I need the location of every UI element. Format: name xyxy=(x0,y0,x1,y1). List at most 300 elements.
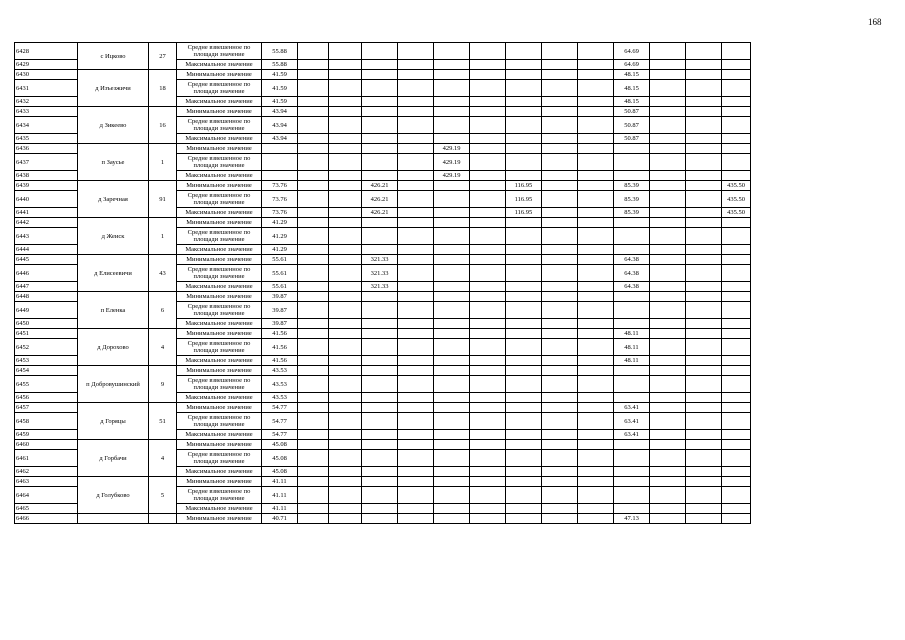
value-cell xyxy=(542,504,578,514)
value-cell xyxy=(470,339,506,356)
value-cell xyxy=(329,181,362,191)
value-cell: 41.11 xyxy=(262,504,298,514)
value-cell xyxy=(398,181,434,191)
value-cell xyxy=(434,292,470,302)
value-cell xyxy=(329,245,362,255)
value-cell xyxy=(398,154,434,171)
settlement-name: д Голубково xyxy=(78,477,149,514)
value-cell xyxy=(434,255,470,265)
value-cell xyxy=(398,450,434,467)
value-type: Максимальное значение xyxy=(177,60,262,70)
row-number: 6428 xyxy=(15,43,78,60)
parcel-count: 4 xyxy=(149,440,177,477)
value-cell xyxy=(470,80,506,97)
value-cell xyxy=(298,440,329,450)
value-cell xyxy=(650,329,686,339)
value-cell xyxy=(398,144,434,154)
value-cell xyxy=(686,366,722,376)
value-cell xyxy=(650,282,686,292)
settlement-name: д Елисеевичи xyxy=(78,255,149,292)
table-row xyxy=(15,292,751,302)
value-cell xyxy=(686,403,722,413)
parcel-count: 27 xyxy=(149,43,177,70)
value-cell xyxy=(470,403,506,413)
value-cell xyxy=(362,356,398,366)
row-number: 6440 xyxy=(15,191,78,208)
value-cell xyxy=(506,144,542,154)
value-cell xyxy=(650,339,686,356)
value-cell xyxy=(650,292,686,302)
value-cell xyxy=(650,117,686,134)
value-cell xyxy=(506,171,542,181)
value-cell: 55.88 xyxy=(262,43,298,60)
value-cell xyxy=(614,144,650,154)
value-cell: 426.21 xyxy=(362,191,398,208)
row-number: 6442 xyxy=(15,218,78,228)
value-cell: 48.11 xyxy=(614,329,650,339)
row-number: 6429 xyxy=(15,60,78,70)
value-cell: 39.87 xyxy=(262,302,298,319)
row-number: 6463 xyxy=(15,477,78,487)
value-cell xyxy=(362,319,398,329)
value-cell xyxy=(470,440,506,450)
value-cell xyxy=(262,144,298,154)
value-cell: 73.76 xyxy=(262,208,298,218)
value-cell: 429.19 xyxy=(434,171,470,181)
value-cell xyxy=(470,376,506,393)
value-cell xyxy=(298,144,329,154)
value-cell xyxy=(650,97,686,107)
value-cell xyxy=(650,80,686,97)
settlement-name: д Изъезжичи xyxy=(78,70,149,107)
value-cell xyxy=(542,245,578,255)
value-cell xyxy=(578,319,614,329)
value-cell xyxy=(362,467,398,477)
value-cell xyxy=(722,255,751,265)
value-cell xyxy=(398,467,434,477)
value-cell xyxy=(398,218,434,228)
value-cell xyxy=(506,282,542,292)
value-cell xyxy=(470,366,506,376)
value-cell xyxy=(614,171,650,181)
value-cell xyxy=(470,107,506,117)
value-cell xyxy=(298,43,329,60)
value-cell: 426.21 xyxy=(362,181,398,191)
value-cell xyxy=(329,265,362,282)
value-cell xyxy=(506,255,542,265)
value-cell xyxy=(614,319,650,329)
value-cell xyxy=(578,265,614,282)
row-number: 6436 xyxy=(15,144,78,154)
value-cell xyxy=(362,450,398,467)
settlement-name: д Горбачи xyxy=(78,440,149,477)
value-cell xyxy=(434,208,470,218)
value-cell: 321.33 xyxy=(362,255,398,265)
value-cell xyxy=(470,255,506,265)
value-type: Средне взвешенное по площади значение xyxy=(177,228,262,245)
value-cell xyxy=(686,245,722,255)
value-cell xyxy=(506,292,542,302)
parcel-count: 51 xyxy=(149,403,177,440)
value-cell xyxy=(506,440,542,450)
value-cell xyxy=(362,329,398,339)
value-cell xyxy=(362,430,398,440)
value-cell xyxy=(470,504,506,514)
value-cell xyxy=(434,117,470,134)
value-cell: 39.87 xyxy=(262,319,298,329)
value-cell xyxy=(362,107,398,117)
value-cell xyxy=(578,450,614,467)
value-cell xyxy=(650,181,686,191)
value-cell xyxy=(722,60,751,70)
value-cell xyxy=(362,70,398,80)
value-cell xyxy=(722,339,751,356)
value-cell xyxy=(686,144,722,154)
value-cell: 429.19 xyxy=(434,144,470,154)
value-cell xyxy=(650,171,686,181)
value-cell xyxy=(398,376,434,393)
value-cell xyxy=(362,366,398,376)
parcel-count: 5 xyxy=(149,477,177,514)
value-cell xyxy=(398,292,434,302)
value-cell xyxy=(614,504,650,514)
value-type: Минимальное значение xyxy=(177,107,262,117)
value-cell xyxy=(542,208,578,218)
value-cell xyxy=(686,208,722,218)
value-cell xyxy=(578,134,614,144)
value-cell xyxy=(722,393,751,403)
value-cell xyxy=(398,208,434,218)
value-cell xyxy=(298,208,329,218)
value-cell xyxy=(542,319,578,329)
value-cell xyxy=(722,70,751,80)
value-cell xyxy=(398,60,434,70)
value-cell xyxy=(298,107,329,117)
value-cell xyxy=(686,430,722,440)
value-cell xyxy=(470,134,506,144)
value-cell xyxy=(434,245,470,255)
value-cell xyxy=(722,450,751,467)
table-row xyxy=(15,255,751,265)
cadastral-values-table xyxy=(14,42,751,524)
value-cell xyxy=(578,154,614,171)
value-cell xyxy=(722,376,751,393)
value-cell xyxy=(542,154,578,171)
value-cell xyxy=(398,171,434,181)
value-cell xyxy=(434,514,470,524)
settlement-name: д Дорохово xyxy=(78,329,149,366)
value-cell xyxy=(398,70,434,80)
value-cell xyxy=(722,514,751,524)
value-cell xyxy=(470,171,506,181)
value-cell xyxy=(578,403,614,413)
value-cell xyxy=(506,467,542,477)
value-cell xyxy=(542,393,578,403)
parcel-count: 1 xyxy=(149,144,177,181)
row-number: 6458 xyxy=(15,413,78,430)
value-cell xyxy=(434,60,470,70)
value-cell: 43.53 xyxy=(262,376,298,393)
value-cell: 116.95 xyxy=(506,208,542,218)
value-cell: 63.41 xyxy=(614,403,650,413)
value-cell xyxy=(298,376,329,393)
value-cell xyxy=(398,265,434,282)
settlement-name: д Жеиск xyxy=(78,218,149,255)
row-number: 6447 xyxy=(15,282,78,292)
value-cell xyxy=(398,245,434,255)
value-cell xyxy=(298,477,329,487)
value-cell xyxy=(434,450,470,467)
value-cell xyxy=(542,191,578,208)
value-type: Средне взвешенное по площади значение xyxy=(177,302,262,319)
value-cell xyxy=(298,450,329,467)
value-cell xyxy=(650,134,686,144)
value-cell: 43.94 xyxy=(262,107,298,117)
value-cell xyxy=(686,393,722,403)
value-cell xyxy=(722,413,751,430)
value-cell xyxy=(298,117,329,134)
value-cell xyxy=(506,245,542,255)
value-cell xyxy=(398,356,434,366)
value-cell xyxy=(470,218,506,228)
value-type: Максимальное значение xyxy=(177,208,262,218)
value-cell xyxy=(362,245,398,255)
value-cell: 45.08 xyxy=(262,440,298,450)
value-cell xyxy=(398,339,434,356)
value-cell xyxy=(578,302,614,319)
value-cell xyxy=(362,292,398,302)
value-cell xyxy=(542,134,578,144)
value-type: Минимальное значение xyxy=(177,218,262,228)
value-cell xyxy=(506,450,542,467)
value-cell xyxy=(362,514,398,524)
value-cell xyxy=(542,302,578,319)
value-cell xyxy=(298,228,329,245)
row-number: 6439 xyxy=(15,181,78,191)
value-cell xyxy=(434,430,470,440)
parcel-count: 18 xyxy=(149,70,177,107)
settlement-name xyxy=(78,514,149,524)
value-cell xyxy=(650,366,686,376)
value-cell xyxy=(650,403,686,413)
value-type: Средне взвешенное по площади значение xyxy=(177,450,262,467)
value-cell xyxy=(470,144,506,154)
value-cell xyxy=(578,282,614,292)
value-cell xyxy=(686,329,722,339)
row-number: 6430 xyxy=(15,70,78,80)
value-cell xyxy=(398,514,434,524)
value-cell xyxy=(506,366,542,376)
value-cell xyxy=(614,292,650,302)
value-cell xyxy=(614,450,650,467)
value-cell xyxy=(362,504,398,514)
value-cell: 435.50 xyxy=(722,208,751,218)
value-type: Средне взвешенное по площади значение xyxy=(177,191,262,208)
value-type: Максимальное значение xyxy=(177,97,262,107)
value-cell xyxy=(298,154,329,171)
value-cell xyxy=(686,228,722,245)
value-cell xyxy=(614,487,650,504)
value-cell xyxy=(298,265,329,282)
value-cell xyxy=(362,477,398,487)
value-cell xyxy=(329,450,362,467)
value-cell xyxy=(362,60,398,70)
value-cell xyxy=(298,97,329,107)
value-cell xyxy=(650,504,686,514)
value-cell xyxy=(434,134,470,144)
row-number: 6448 xyxy=(15,292,78,302)
value-cell xyxy=(614,302,650,319)
value-cell xyxy=(298,319,329,329)
value-cell xyxy=(470,329,506,339)
value-cell xyxy=(362,80,398,97)
value-cell xyxy=(542,376,578,393)
value-type: Максимальное значение xyxy=(177,282,262,292)
value-cell: 64.38 xyxy=(614,265,650,282)
value-cell xyxy=(542,181,578,191)
value-cell xyxy=(398,403,434,413)
value-cell xyxy=(362,403,398,413)
value-cell xyxy=(686,43,722,60)
value-cell xyxy=(298,339,329,356)
value-cell xyxy=(614,393,650,403)
parcel-count: 91 xyxy=(149,181,177,218)
value-cell xyxy=(650,393,686,403)
value-cell xyxy=(722,356,751,366)
value-cell xyxy=(686,302,722,319)
row-number: 6446 xyxy=(15,265,78,282)
value-cell: 116.95 xyxy=(506,181,542,191)
value-cell xyxy=(470,208,506,218)
value-cell xyxy=(542,467,578,477)
value-type: Минимальное значение xyxy=(177,514,262,524)
value-cell: 41.59 xyxy=(262,80,298,97)
table-row xyxy=(15,514,751,524)
value-cell xyxy=(542,43,578,60)
value-cell xyxy=(722,292,751,302)
value-cell xyxy=(362,97,398,107)
value-cell xyxy=(329,467,362,477)
table-row xyxy=(15,144,751,154)
value-cell: 43.53 xyxy=(262,393,298,403)
value-cell xyxy=(542,171,578,181)
value-cell xyxy=(298,430,329,440)
value-cell xyxy=(470,191,506,208)
value-cell: 45.08 xyxy=(262,467,298,477)
value-cell: 63.41 xyxy=(614,430,650,440)
value-cell: 55.88 xyxy=(262,60,298,70)
value-cell: 50.87 xyxy=(614,107,650,117)
value-cell xyxy=(298,302,329,319)
value-cell xyxy=(542,292,578,302)
value-cell: 41.29 xyxy=(262,218,298,228)
value-cell xyxy=(470,60,506,70)
value-cell xyxy=(578,356,614,366)
value-cell xyxy=(434,356,470,366)
row-number: 6461 xyxy=(15,450,78,467)
value-cell xyxy=(470,117,506,134)
value-cell xyxy=(470,292,506,302)
value-cell xyxy=(470,413,506,430)
value-cell: 40.71 xyxy=(262,514,298,524)
value-cell xyxy=(686,117,722,134)
value-cell xyxy=(506,356,542,366)
value-cell xyxy=(434,504,470,514)
value-cell xyxy=(506,43,542,60)
value-cell xyxy=(722,80,751,97)
value-cell xyxy=(578,43,614,60)
value-cell xyxy=(329,302,362,319)
value-cell: 435.50 xyxy=(722,181,751,191)
value-cell xyxy=(329,80,362,97)
value-cell xyxy=(298,467,329,477)
value-cell xyxy=(650,43,686,60)
value-cell xyxy=(506,504,542,514)
value-cell xyxy=(686,467,722,477)
value-type: Минимальное значение xyxy=(177,144,262,154)
value-cell: 64.38 xyxy=(614,282,650,292)
value-cell xyxy=(434,403,470,413)
value-cell xyxy=(298,80,329,97)
value-cell: 48.11 xyxy=(614,339,650,356)
value-cell xyxy=(542,413,578,430)
value-cell: 45.08 xyxy=(262,450,298,467)
value-type: Минимальное значение xyxy=(177,440,262,450)
value-cell xyxy=(578,171,614,181)
value-type: Максимальное значение xyxy=(177,245,262,255)
value-cell xyxy=(650,376,686,393)
value-cell xyxy=(398,80,434,97)
value-cell xyxy=(362,228,398,245)
value-type: Максимальное значение xyxy=(177,134,262,144)
value-cell xyxy=(506,218,542,228)
value-cell xyxy=(434,97,470,107)
value-cell xyxy=(722,504,751,514)
value-cell xyxy=(722,403,751,413)
value-cell xyxy=(329,191,362,208)
value-cell xyxy=(434,107,470,117)
value-cell xyxy=(506,393,542,403)
value-cell: 55.61 xyxy=(262,265,298,282)
value-type: Максимальное значение xyxy=(177,504,262,514)
value-cell xyxy=(470,477,506,487)
parcel-count: 43 xyxy=(149,255,177,292)
value-cell xyxy=(329,329,362,339)
value-cell xyxy=(434,302,470,319)
value-cell xyxy=(578,440,614,450)
value-cell xyxy=(722,134,751,144)
value-cell xyxy=(578,107,614,117)
value-cell xyxy=(298,191,329,208)
row-number: 6432 xyxy=(15,97,78,107)
row-number: 6451 xyxy=(15,329,78,339)
value-cell xyxy=(434,265,470,282)
value-cell xyxy=(650,319,686,329)
value-cell xyxy=(722,43,751,60)
value-cell xyxy=(329,356,362,366)
value-cell xyxy=(650,450,686,467)
value-cell xyxy=(434,339,470,356)
value-cell xyxy=(650,245,686,255)
value-type: Средне взвешенное по площади значение xyxy=(177,80,262,97)
value-cell xyxy=(650,218,686,228)
value-cell xyxy=(434,477,470,487)
value-cell xyxy=(542,430,578,440)
value-cell xyxy=(434,191,470,208)
value-cell xyxy=(398,366,434,376)
table-row xyxy=(15,477,751,487)
value-cell xyxy=(398,440,434,450)
